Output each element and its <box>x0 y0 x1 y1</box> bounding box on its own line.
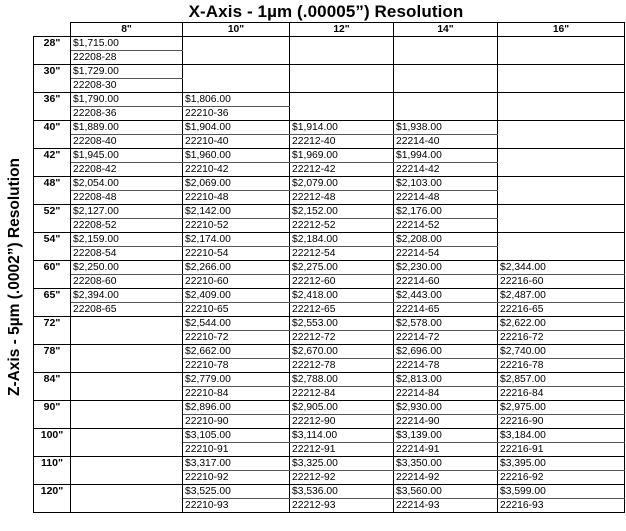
part-number-cell: 22210-54 <box>183 247 290 261</box>
part-number-cell: 22212-48 <box>290 191 394 205</box>
table-row-part-numbers <box>34 275 625 289</box>
part-number-cell: 22214-42 <box>394 163 498 177</box>
part-number-cell: 22212-91 <box>290 443 394 457</box>
price-cell: $2,443.00 <box>394 289 498 303</box>
part-number-cell: 22208-52 <box>71 219 183 233</box>
part-number-cell: 22210-84 <box>183 387 290 401</box>
price-cell: $2,159.00 <box>71 233 183 247</box>
part-number-cell: 22210-91 <box>183 443 290 457</box>
part-number-cell: 22212-42 <box>290 163 394 177</box>
part-number-cell: 22214-40 <box>394 135 498 149</box>
part-number-cell: 22212-52 <box>290 219 394 233</box>
row-header: 42" <box>34 149 71 177</box>
empty-cell <box>290 65 394 93</box>
part-number-cell: 22210-93 <box>183 499 290 513</box>
part-number-cell: 22212-84 <box>290 387 394 401</box>
price-cell: $2,344.00 <box>498 261 625 275</box>
empty-cell <box>498 205 625 233</box>
row-header: 54" <box>34 233 71 261</box>
part-number-cell: 22208-28 <box>71 51 183 65</box>
row-header: 48" <box>34 177 71 205</box>
part-number-cell: 22210-48 <box>183 191 290 205</box>
price-cell: $3,139.00 <box>394 429 498 443</box>
column-header-12: 12" <box>290 23 394 37</box>
column-header-16: 16" <box>498 23 625 37</box>
table-body <box>34 37 625 513</box>
price-cell: $1,790.00 <box>71 93 183 107</box>
price-cell: $3,114.00 <box>290 429 394 443</box>
price-cell: $2,174.00 <box>183 233 290 247</box>
part-number-cell: 22212-40 <box>290 135 394 149</box>
part-number-cell: 22212-92 <box>290 471 394 485</box>
part-number-cell: 22208-30 <box>71 79 183 93</box>
price-cell: $3,105.00 <box>183 429 290 443</box>
price-cell: $2,409.00 <box>183 289 290 303</box>
empty-cell <box>498 37 625 65</box>
price-cell: $2,142.00 <box>183 205 290 219</box>
column-header-8: 8" <box>71 23 183 37</box>
empty-cell <box>394 65 498 93</box>
price-cell: $1,938.00 <box>394 121 498 135</box>
empty-cell <box>498 65 625 93</box>
empty-cell <box>394 93 498 121</box>
price-table <box>33 22 625 513</box>
table-row <box>34 233 625 247</box>
price-cell: $1,994.00 <box>394 149 498 163</box>
price-cell: $1,945.00 <box>71 149 183 163</box>
part-number-cell: 22208-36 <box>71 107 183 121</box>
price-cell: $2,418.00 <box>290 289 394 303</box>
row-header: 100" <box>34 429 71 457</box>
empty-cell <box>71 457 183 485</box>
price-cell: $1,960.00 <box>183 149 290 163</box>
empty-cell <box>71 373 183 401</box>
table-row <box>34 177 625 191</box>
part-number-cell: 22214-60 <box>394 275 498 289</box>
price-cell: $3,536.00 <box>290 485 394 499</box>
price-cell: $2,208.00 <box>394 233 498 247</box>
row-header: 120" <box>34 485 71 513</box>
price-cell: $2,670.00 <box>290 345 394 359</box>
part-number-cell: 22208-54 <box>71 247 183 261</box>
table-row <box>34 485 625 499</box>
price-cell: $2,857.00 <box>498 373 625 387</box>
price-cell: $1,806.00 <box>183 93 290 107</box>
empty-cell <box>394 37 498 65</box>
empty-cell <box>498 121 625 149</box>
price-cell: $2,578.00 <box>394 317 498 331</box>
row-header: 65" <box>34 289 71 317</box>
price-cell: $2,975.00 <box>498 401 625 415</box>
table-row <box>34 345 625 359</box>
part-number-cell: 22210-36 <box>183 107 290 121</box>
price-cell: $2,266.00 <box>183 261 290 275</box>
price-cell: $1,889.00 <box>71 121 183 135</box>
price-cell: $3,350.00 <box>394 457 498 471</box>
part-number-cell: 22214-90 <box>394 415 498 429</box>
table-row <box>34 373 625 387</box>
price-cell: $1,969.00 <box>290 149 394 163</box>
column-header-14: 14" <box>394 23 498 37</box>
part-number-cell: 22216-93 <box>498 499 625 513</box>
price-cell: $2,740.00 <box>498 345 625 359</box>
price-cell: $2,662.00 <box>183 345 290 359</box>
table-row <box>34 65 625 79</box>
price-cell: $2,779.00 <box>183 373 290 387</box>
y-axis-label <box>2 22 28 531</box>
part-number-cell: 22208-48 <box>71 191 183 205</box>
table-row <box>34 457 625 471</box>
price-cell: $2,622.00 <box>498 317 625 331</box>
part-number-cell: 22208-60 <box>71 275 183 289</box>
part-number-cell: 22216-65 <box>498 303 625 317</box>
part-number-cell: 22212-90 <box>290 415 394 429</box>
price-cell: $2,230.00 <box>394 261 498 275</box>
part-number-cell: 22210-40 <box>183 135 290 149</box>
price-cell: $2,152.00 <box>290 205 394 219</box>
y-axis-label-text: Z-Axis - 5µm (.0002”) Resolution <box>6 157 23 396</box>
part-number-cell: 22214-52 <box>394 219 498 233</box>
price-cell: $2,079.00 <box>290 177 394 191</box>
part-number-cell: 22216-90 <box>498 415 625 429</box>
price-cell: $3,560.00 <box>394 485 498 499</box>
table-row <box>34 37 625 51</box>
price-cell: $2,696.00 <box>394 345 498 359</box>
price-cell: $2,813.00 <box>394 373 498 387</box>
price-cell: $2,544.00 <box>183 317 290 331</box>
part-number-cell: 22210-92 <box>183 471 290 485</box>
part-number-cell: 22216-92 <box>498 471 625 485</box>
empty-cell <box>71 429 183 457</box>
part-number-cell: 22212-65 <box>290 303 394 317</box>
corner-cell <box>34 23 71 37</box>
part-number-cell: 22214-91 <box>394 443 498 457</box>
row-header: 40" <box>34 121 71 149</box>
price-cell: $2,184.00 <box>290 233 394 247</box>
part-number-cell: 22208-40 <box>71 135 183 149</box>
part-number-cell: 22214-54 <box>394 247 498 261</box>
row-header: 90" <box>34 401 71 429</box>
row-header: 84" <box>34 373 71 401</box>
price-cell: $2,250.00 <box>71 261 183 275</box>
row-header: 60" <box>34 261 71 289</box>
price-cell: $1,715.00 <box>71 37 183 51</box>
price-cell: $3,184.00 <box>498 429 625 443</box>
price-cell: $2,394.00 <box>71 289 183 303</box>
empty-cell <box>71 345 183 373</box>
part-number-cell: 22210-42 <box>183 163 290 177</box>
price-cell: $2,069.00 <box>183 177 290 191</box>
empty-cell <box>290 93 394 121</box>
table-row <box>34 429 625 443</box>
price-cell: $3,599.00 <box>498 485 625 499</box>
price-cell: $3,317.00 <box>183 457 290 471</box>
part-number-cell: 22210-90 <box>183 415 290 429</box>
table-title: X-Axis - 1µm (.00005”) Resolution <box>188 2 464 21</box>
part-number-cell: 22212-60 <box>290 275 394 289</box>
empty-cell <box>183 65 290 93</box>
price-cell: $1,914.00 <box>290 121 394 135</box>
part-number-cell: 22214-84 <box>394 387 498 401</box>
empty-cell <box>498 149 625 177</box>
row-header: 30" <box>34 65 71 93</box>
price-cell: $3,525.00 <box>183 485 290 499</box>
empty-cell <box>498 177 625 205</box>
part-number-cell: 22214-72 <box>394 331 498 345</box>
price-cell: $2,930.00 <box>394 401 498 415</box>
empty-cell <box>71 317 183 345</box>
table-row <box>34 205 625 219</box>
empty-cell <box>498 233 625 261</box>
table-row <box>34 289 625 303</box>
row-header: 28" <box>34 37 71 65</box>
price-cell: $2,127.00 <box>71 205 183 219</box>
part-number-cell: 22210-65 <box>183 303 290 317</box>
price-cell: $2,275.00 <box>290 261 394 275</box>
column-header-row <box>34 23 625 37</box>
part-number-cell: 22212-78 <box>290 359 394 373</box>
part-number-cell: 22216-78 <box>498 359 625 373</box>
row-header: 110" <box>34 457 71 485</box>
table-row <box>34 93 625 107</box>
part-number-cell: 22208-42 <box>71 163 183 177</box>
part-number-cell: 22212-93 <box>290 499 394 513</box>
part-number-cell: 22214-93 <box>394 499 498 513</box>
part-number-cell: 22208-65 <box>71 303 183 317</box>
part-number-cell: 22216-84 <box>498 387 625 401</box>
price-cell: $2,788.00 <box>290 373 394 387</box>
column-header-10: 10" <box>183 23 290 37</box>
part-number-cell: 22214-92 <box>394 471 498 485</box>
part-number-cell: 22216-91 <box>498 443 625 457</box>
price-cell: $2,103.00 <box>394 177 498 191</box>
price-cell: $2,487.00 <box>498 289 625 303</box>
table-row <box>34 401 625 415</box>
empty-cell <box>498 93 625 121</box>
price-cell: $1,729.00 <box>71 65 183 79</box>
part-number-cell: 22216-60 <box>498 275 625 289</box>
price-cell: $3,325.00 <box>290 457 394 471</box>
row-header: 72" <box>34 317 71 345</box>
price-cell: $2,896.00 <box>183 401 290 415</box>
part-number-cell: 22210-78 <box>183 359 290 373</box>
part-number-cell: 22214-48 <box>394 191 498 205</box>
part-number-cell: 22216-72 <box>498 331 625 345</box>
part-number-cell: 22212-54 <box>290 247 394 261</box>
part-number-cell: 22214-78 <box>394 359 498 373</box>
empty-cell <box>290 37 394 65</box>
price-cell: $1,904.00 <box>183 121 290 135</box>
part-number-cell: 22210-52 <box>183 219 290 233</box>
price-cell: $3,395.00 <box>498 457 625 471</box>
part-number-cell: 22210-72 <box>183 331 290 345</box>
table-row <box>34 261 625 275</box>
part-number-cell: 22214-65 <box>394 303 498 317</box>
price-cell: $2,054.00 <box>71 177 183 191</box>
empty-cell <box>183 37 290 65</box>
table-row-part-numbers <box>34 303 625 317</box>
table-row <box>34 317 625 331</box>
table-row <box>34 121 625 135</box>
empty-cell <box>71 485 183 513</box>
part-number-cell: 22210-60 <box>183 275 290 289</box>
part-number-cell: 22212-72 <box>290 331 394 345</box>
empty-cell <box>71 401 183 429</box>
row-header: 78" <box>34 345 71 373</box>
row-header: 52" <box>34 205 71 233</box>
price-cell: $2,905.00 <box>290 401 394 415</box>
table-row <box>34 149 625 163</box>
price-cell: $2,553.00 <box>290 317 394 331</box>
row-header: 36" <box>34 93 71 121</box>
price-cell: $2,176.00 <box>394 205 498 219</box>
